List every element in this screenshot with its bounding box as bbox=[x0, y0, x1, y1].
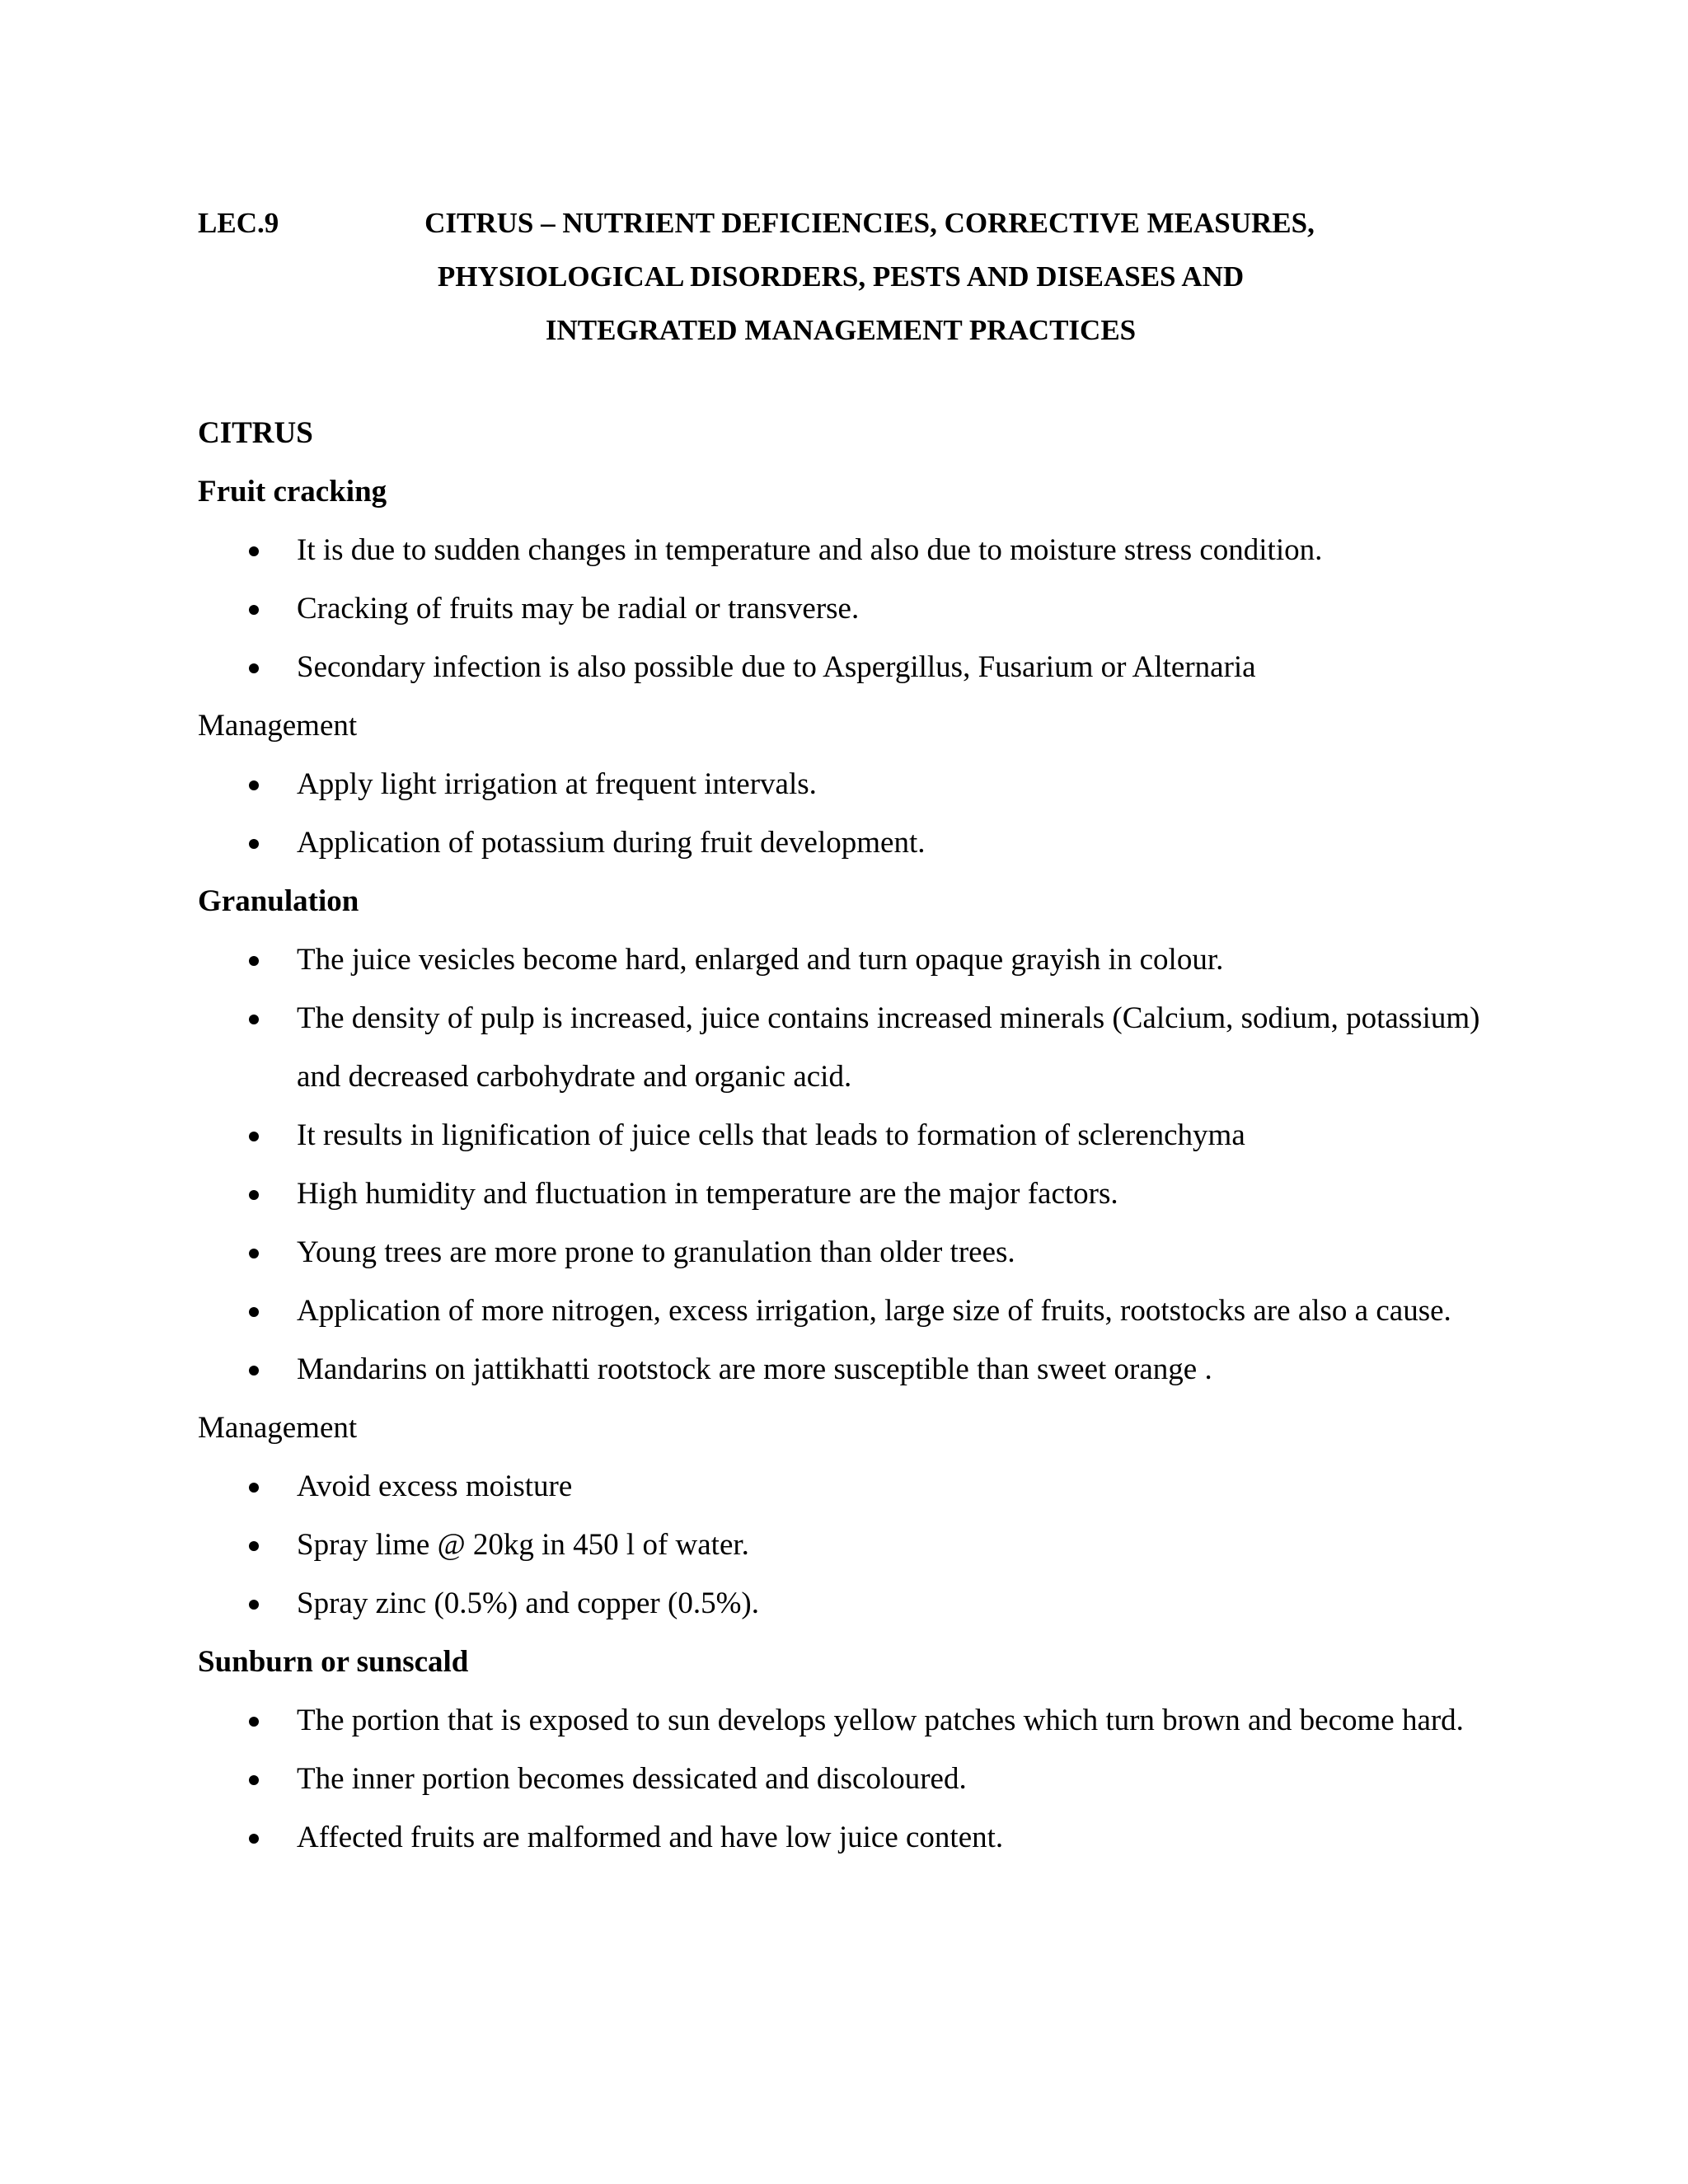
bullet-icon bbox=[249, 1015, 259, 1024]
bullet-icon bbox=[249, 1600, 259, 1610]
list-item: Secondary infection is also possible due to Aspergillus, Fusarium or Alternaria bbox=[198, 638, 1484, 696]
list-item: Apply light irrigation at frequent intervals. bbox=[198, 755, 1484, 813]
lecture-header bbox=[198, 196, 1484, 357]
list-item: Mandarins on jattikhatti rootstock are more susceptible than sweet orange . bbox=[198, 1340, 1484, 1399]
bullet-icon bbox=[249, 1307, 259, 1317]
list-item: The portion that is exposed to sun develops yellow patches which turn brown and become hard. bbox=[198, 1691, 1484, 1750]
bullet-icon bbox=[249, 546, 259, 556]
list-item: The inner portion becomes dessicated and discoloured. bbox=[198, 1750, 1484, 1808]
bullet-icon bbox=[249, 780, 259, 790]
bullet-icon bbox=[249, 839, 259, 849]
management-label: Management bbox=[198, 709, 358, 743]
list-item: Spray zinc (0.5%) and copper (0.5%). bbox=[198, 1574, 1484, 1633]
list-item: Spray lime @ 20kg in 450 l of water. bbox=[198, 1516, 1484, 1574]
bullet-icon bbox=[249, 1483, 259, 1493]
granulation-management-list bbox=[198, 1457, 1484, 1633]
list-item: High humidity and fluctuation in temperature are the major factors. bbox=[198, 1165, 1484, 1223]
fruit-cracking-list bbox=[198, 521, 1484, 696]
bullet-icon bbox=[249, 1717, 259, 1727]
section-title-granulation: Granulation bbox=[198, 884, 359, 918]
section-title-fruit-cracking: Fruit cracking bbox=[198, 475, 387, 509]
bullet-icon bbox=[249, 956, 259, 966]
list-item: Cracking of fruits may be radial or transverse. bbox=[198, 579, 1484, 638]
bullet-icon bbox=[249, 1190, 259, 1200]
bullet-icon bbox=[249, 1132, 259, 1141]
sunburn-list bbox=[198, 1691, 1484, 1867]
list-item: Affected fruits are malformed and have low juice content. bbox=[198, 1808, 1484, 1867]
document-body bbox=[198, 404, 1484, 1867]
list-item: The juice vesicles become hard, enlarged and turn opaque grayish in colour. bbox=[198, 930, 1484, 989]
list-item: It results in lignification of juice cells that leads to formation of sclerenchyma bbox=[198, 1106, 1484, 1165]
bullet-icon bbox=[249, 1775, 259, 1785]
bullet-icon bbox=[249, 663, 259, 673]
bullet-icon bbox=[249, 1541, 259, 1551]
list-item: Young trees are more prone to granulation than older trees. bbox=[198, 1223, 1484, 1282]
list-item: The density of pulp is increased, juice contains increased minerals (Calcium, sodium, potassium) and decreased carbohydrate and organic acid. bbox=[198, 989, 1484, 1106]
granulation-list bbox=[198, 930, 1484, 1399]
bullet-icon bbox=[249, 1249, 259, 1258]
section-title-sunburn: Sunburn or sunscald bbox=[198, 1645, 469, 1679]
list-item: It is due to sudden changes in temperature and also due to moisture stress condition. bbox=[198, 521, 1484, 579]
list-item: Application of potassium during fruit development. bbox=[198, 813, 1484, 872]
lecture-title-line-1: CITRUS – NUTRIENT DEFICIENCIES, CORRECTIVE MEASURES, bbox=[424, 207, 1315, 239]
lecture-title-line-2: PHYSIOLOGICAL DISORDERS, PESTS AND DISEASES AND bbox=[437, 260, 1245, 293]
main-heading: CITRUS bbox=[198, 416, 313, 450]
management-label: Management bbox=[198, 1411, 358, 1445]
list-item: Avoid excess moisture bbox=[198, 1457, 1484, 1516]
bullet-icon bbox=[249, 605, 259, 615]
list-item: Application of more nitrogen, excess irrigation, large size of fruits, rootstocks are also a cause. bbox=[198, 1282, 1484, 1340]
lecture-number: LEC.9 bbox=[198, 207, 279, 239]
fruit-cracking-management-list bbox=[198, 755, 1484, 872]
bullet-icon bbox=[249, 1834, 259, 1844]
lecture-title-line-3: INTEGRATED MANAGEMENT PRACTICES bbox=[545, 314, 1137, 346]
bullet-icon bbox=[249, 1366, 259, 1376]
